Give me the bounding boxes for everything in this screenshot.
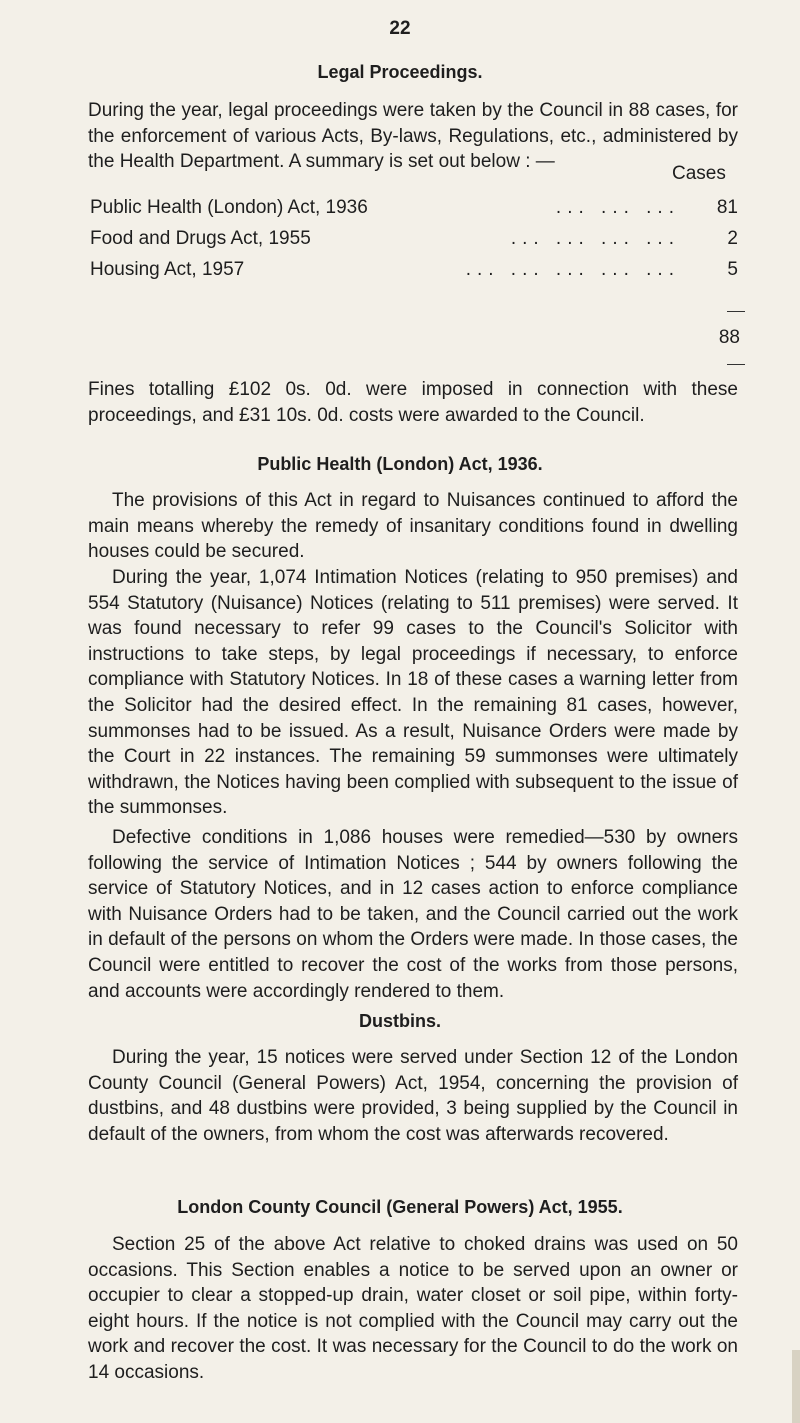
paragraph-public-health-2: During the year, 1,074 Intimation Notices (relating to 950 premises) and 554 Statutory (Nuisance) Notices (relating to 511 premises) were served. It was found necessary to refer 99 cases to the Council's Solicitor with instructions to take steps, by legal proceedings if necessary, to enforce compliance with Statutory Notices. In 18 of these cases a warning letter from the Solicitor had the desired effect. In the remaining 81 cases, however, summonses had to be issued. As a result, Nuisance Orders were made by the Court in 22 instances. The remaining 59 summonses were ultimately withdrawn, the Notices having been complied with subsequent to the issue of the summonses. bbox=[88, 567, 738, 819]
table-row bbox=[90, 197, 750, 223]
leader-dots: ... ... ... ... bbox=[510, 228, 680, 249]
heading-legal-proceedings: Legal Proceedings. bbox=[317, 62, 483, 82]
paragraph-lcc: Section 25 of the above Act relative to choked drains was used on 50 occasions. This Section enables a notice to be served upon an owner or occupier to clear a stopped-up drain, water closet or soil pipe, within forty-eight hours. If the notice is not complied with the Council may carry out the work and recover the cost. It was necessary for the Council to do the work on 14 occasions. bbox=[88, 1234, 738, 1383]
table-row bbox=[90, 259, 750, 285]
total-cases: 88 bbox=[718, 327, 740, 348]
act-name: Public Health (London) Act, 1936 bbox=[90, 197, 368, 218]
legal-intro-text: During the year, legal proceedings were taken by the Council in 88 cases, for the enforcement of various Acts, By-laws, Regulations, etc., administered by the Health Department. A summary is set out below : — bbox=[88, 100, 738, 173]
paragraph-dustbins: During the year, 15 notices were served under Section 12 of the London County Council (General Powers) Act, 1954, concerning the provision of dustbins, and 48 dustbins were provided, 3 being supplied by the Council in default of the owners, from whom the cost was afterwards recovered. bbox=[88, 1047, 738, 1145]
heading-lcc-general-powers-act: London County Council (General Powers) Act, 1955. bbox=[177, 1197, 623, 1217]
page-edge-shadow bbox=[792, 1350, 800, 1423]
case-count: 2 bbox=[727, 228, 738, 249]
table-row bbox=[90, 228, 750, 254]
act-name: Food and Drugs Act, 1955 bbox=[90, 228, 311, 249]
leader-dots: ... ... ... ... ... bbox=[465, 259, 680, 280]
cases-column-header: Cases bbox=[672, 163, 726, 184]
paragraph-legal-intro bbox=[88, 98, 738, 175]
total-rule-bottom bbox=[727, 364, 745, 365]
total-rule-top bbox=[727, 311, 745, 312]
leader-dots: ... ... ... bbox=[555, 197, 680, 218]
case-count: 81 bbox=[716, 197, 738, 218]
heading-dustbins: Dustbins. bbox=[358, 1011, 441, 1031]
act-name: Housing Act, 1957 bbox=[90, 259, 245, 280]
heading-public-health-act: Public Health (London) Act, 1936. bbox=[257, 454, 543, 474]
page-number: 22 bbox=[389, 18, 411, 39]
paragraph-public-health-1: The provisions of this Act in regard to Nuisances continued to afford the main means whereby the remedy of insanitary conditions found in dwelling houses could be secured. bbox=[88, 490, 738, 563]
paragraph-public-health-3: Defective conditions in 1,086 houses were remedied—530 by owners following the service of Intimation Notices ; 544 by owners following the service of Statutory Notices, and in 12 cases action to enforce compliance with Nuisance Orders had to be taken, and the Council carried out the work in default of the persons on whom the Orders were made. In those cases, the Council were entitled to recover the cost of the works from those persons, and accounts were accordingly rendered to them. bbox=[88, 827, 738, 1002]
case-count: 5 bbox=[727, 259, 738, 280]
paragraph-fines: Fines totalling £102 0s. 0d. were imposed in connection with these proceedings, and £31 10s. 0d. costs were awarded to the Council. bbox=[88, 379, 738, 426]
